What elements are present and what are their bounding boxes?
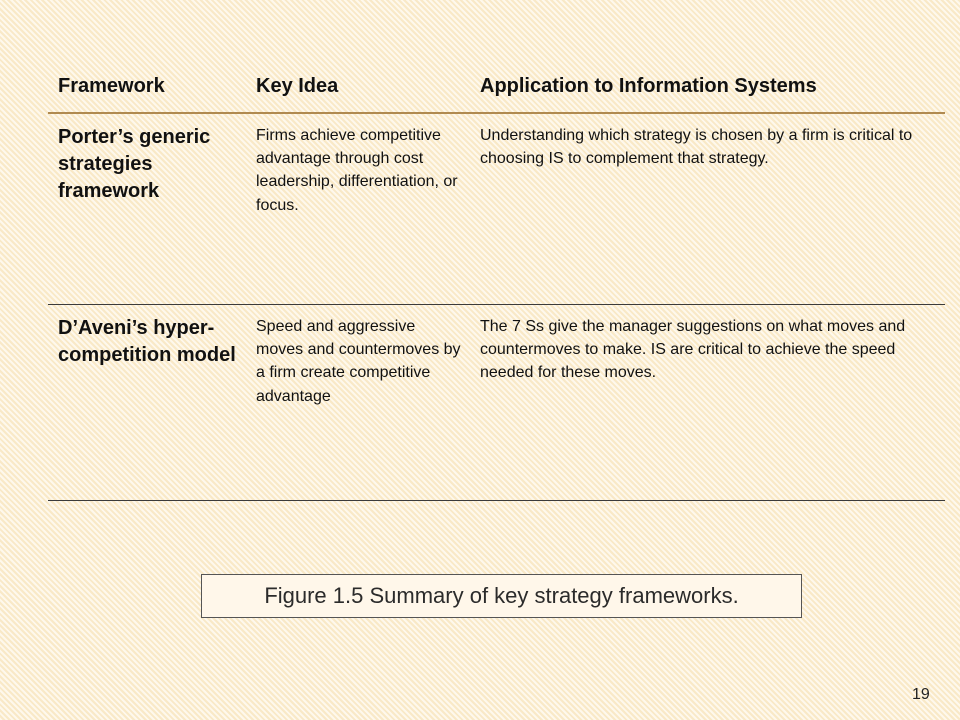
header-framework: Framework xyxy=(48,60,246,113)
key-idea-cell: Firms achieve competitive advantage through cost leadership, differentiation, or focus. xyxy=(246,113,470,305)
header-application: Application to Information Systems xyxy=(470,60,945,113)
key-idea-cell: Speed and aggressive moves and countermoves by a firm create competitive advantage xyxy=(246,305,470,501)
header-key-idea: Key Idea xyxy=(246,60,470,113)
page-number: 19 xyxy=(912,686,930,703)
framework-cell: D’Aveni’s hyper-competition model xyxy=(48,305,246,501)
application-cell: The 7 Ss give the manager suggestions on what moves and countermoves to make. IS are critical to achieve the speed needed for these moves. xyxy=(470,305,945,501)
figure-caption: Figure 1.5 Summary of key strategy frameworks. xyxy=(201,574,802,618)
table-header-row xyxy=(48,60,945,113)
framework-cell: Porter’s generic strategies framework xyxy=(48,113,246,305)
application-cell: Understanding which strategy is chosen by a firm is critical to choosing IS to complement that strategy. xyxy=(470,113,945,305)
frameworks-table xyxy=(48,60,945,501)
table-row xyxy=(48,113,945,305)
table-row xyxy=(48,305,945,501)
